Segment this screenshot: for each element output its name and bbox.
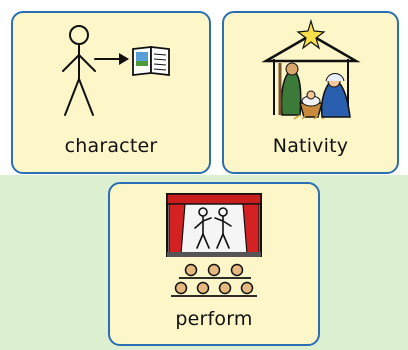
card-label: perform (175, 308, 253, 330)
stick-figure-reading-book-icon (51, 19, 171, 127)
nativity-scene-icon (256, 19, 366, 129)
symbol-card-perform[interactable] (108, 182, 320, 346)
symbol-card-nativity[interactable] (222, 11, 399, 174)
card-label: character (64, 135, 158, 157)
symbol-card-character[interactable] (11, 11, 211, 174)
card-label: Nativity (272, 135, 349, 157)
theatre-stage-audience-icon (159, 190, 269, 300)
